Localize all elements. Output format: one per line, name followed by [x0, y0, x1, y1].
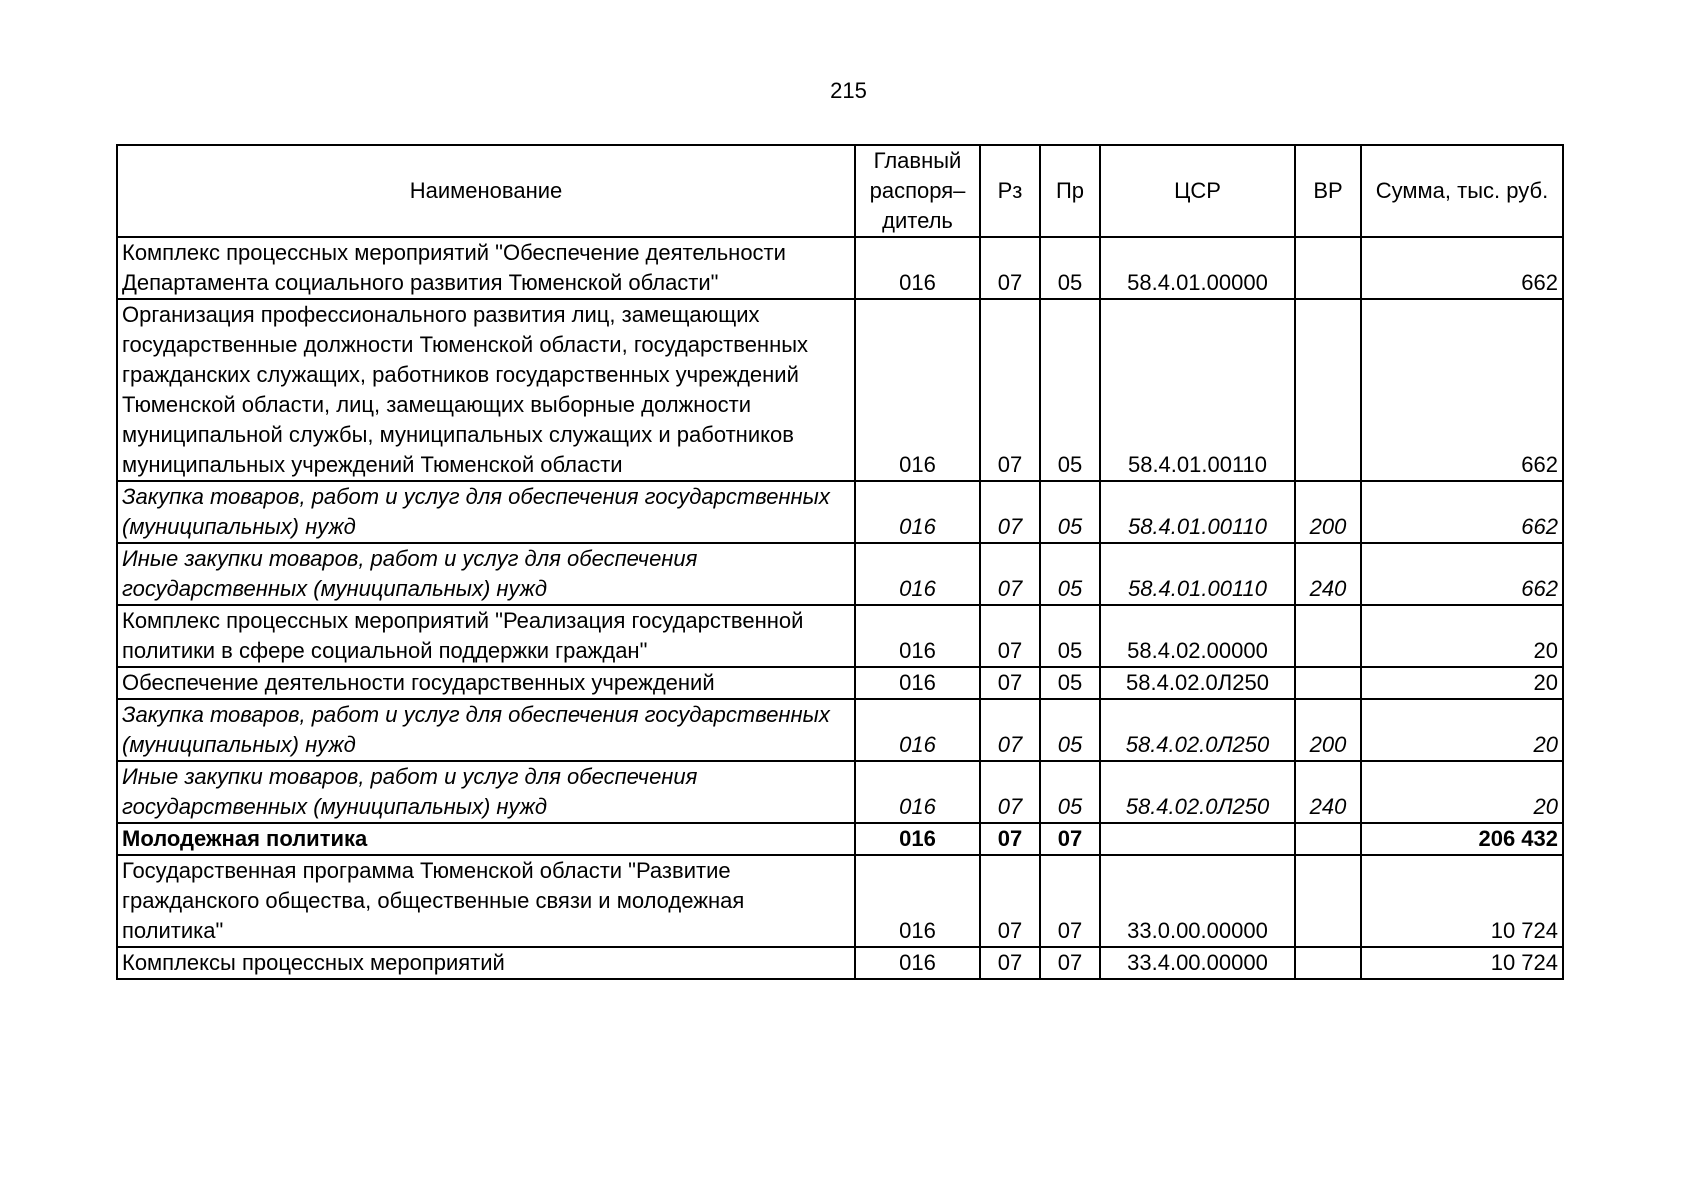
cell-csr: 58.4.01.00110	[1100, 543, 1295, 605]
cell-rz: 07	[980, 947, 1040, 979]
table-row	[117, 699, 1563, 761]
cell-csr	[1100, 823, 1295, 855]
budget-table	[116, 144, 1564, 980]
table-body	[117, 237, 1563, 979]
cell-csr: 58.4.02.0Л250	[1100, 761, 1295, 823]
cell-name: Иные закупки товаров, работ и услуг для обеспечения государственных (муниципальных) нужд	[117, 761, 855, 823]
cell-rz: 07	[980, 237, 1040, 299]
cell-name: Закупка товаров, работ и услуг для обеспечения государственных (муниципальных) нужд	[117, 699, 855, 761]
cell-name: Комплекс процессных мероприятий "Обеспечение деятельности Департамента социального развития Тюменской области"	[117, 237, 855, 299]
cell-rz: 07	[980, 299, 1040, 481]
cell-name: Организация профессионального развития лиц, замещающих государственные должности Тюменской области, государственных гражданских служащих, работников государственных учреждений Тюменской области, лиц, замещающих выборные должности муниципальной службы, муниципальных служащих и работников муниципальных учреждений Тюменской области	[117, 299, 855, 481]
cell-vr: 200	[1295, 481, 1361, 543]
header-pr: Пр	[1040, 145, 1100, 237]
cell-rz: 07	[980, 667, 1040, 699]
cell-csr: 58.4.01.00110	[1100, 299, 1295, 481]
cell-csr: 58.4.02.0Л250	[1100, 667, 1295, 699]
cell-manager: 016	[855, 237, 980, 299]
cell-manager: 016	[855, 667, 980, 699]
cell-vr	[1295, 823, 1361, 855]
cell-name: Обеспечение деятельности государственных учреждений	[117, 667, 855, 699]
cell-rz: 07	[980, 823, 1040, 855]
cell-name: Закупка товаров, работ и услуг для обеспечения государственных (муниципальных) нужд	[117, 481, 855, 543]
table-row	[117, 823, 1563, 855]
page-number: 215	[830, 78, 867, 103]
cell-name: Иные закупки товаров, работ и услуг для обеспечения государственных (муниципальных) нужд	[117, 543, 855, 605]
cell-csr: 33.0.00.00000	[1100, 855, 1295, 947]
cell-rz: 07	[980, 543, 1040, 605]
cell-pr: 05	[1040, 481, 1100, 543]
cell-pr: 07	[1040, 947, 1100, 979]
table-row	[117, 947, 1563, 979]
cell-pr: 05	[1040, 667, 1100, 699]
header-rz: Рз	[980, 145, 1040, 237]
cell-vr: 240	[1295, 543, 1361, 605]
cell-csr: 58.4.02.0Л250	[1100, 699, 1295, 761]
cell-manager: 016	[855, 699, 980, 761]
cell-vr	[1295, 855, 1361, 947]
table-row	[117, 761, 1563, 823]
cell-pr: 05	[1040, 543, 1100, 605]
cell-vr	[1295, 605, 1361, 667]
cell-sum: 20	[1361, 605, 1563, 667]
table-row	[117, 605, 1563, 667]
cell-pr: 07	[1040, 823, 1100, 855]
cell-csr: 58.4.01.00110	[1100, 481, 1295, 543]
cell-name: Молодежная политика	[117, 823, 855, 855]
cell-sum: 10 724	[1361, 855, 1563, 947]
cell-vr	[1295, 237, 1361, 299]
cell-pr: 05	[1040, 299, 1100, 481]
cell-sum: 662	[1361, 543, 1563, 605]
cell-pr: 05	[1040, 605, 1100, 667]
cell-rz: 07	[980, 855, 1040, 947]
cell-rz: 07	[980, 605, 1040, 667]
header-csr: ЦСР	[1100, 145, 1295, 237]
table-row	[117, 543, 1563, 605]
cell-manager: 016	[855, 947, 980, 979]
table-row	[117, 299, 1563, 481]
header-manager: Главный распоря– дитель	[855, 145, 980, 237]
cell-name: Государственная программа Тюменской области "Развитие гражданского общества, общественные связи и молодежная политика"	[117, 855, 855, 947]
cell-vr	[1295, 947, 1361, 979]
cell-vr	[1295, 667, 1361, 699]
cell-sum: 662	[1361, 481, 1563, 543]
cell-sum: 206 432	[1361, 823, 1563, 855]
cell-manager: 016	[855, 823, 980, 855]
table-header-row	[117, 145, 1563, 237]
cell-rz: 07	[980, 699, 1040, 761]
cell-csr: 58.4.01.00000	[1100, 237, 1295, 299]
cell-rz: 07	[980, 761, 1040, 823]
header-sum: Сумма, тыс. руб.	[1361, 145, 1563, 237]
cell-pr: 05	[1040, 237, 1100, 299]
cell-manager: 016	[855, 605, 980, 667]
header-vr: ВР	[1295, 145, 1361, 237]
cell-vr: 240	[1295, 761, 1361, 823]
cell-pr: 05	[1040, 699, 1100, 761]
cell-vr: 200	[1295, 699, 1361, 761]
cell-name: Комплексы процессных мероприятий	[117, 947, 855, 979]
table-row	[117, 855, 1563, 947]
cell-manager: 016	[855, 543, 980, 605]
cell-sum: 662	[1361, 299, 1563, 481]
table-row	[117, 237, 1563, 299]
cell-sum: 20	[1361, 667, 1563, 699]
cell-manager: 016	[855, 761, 980, 823]
cell-manager: 016	[855, 855, 980, 947]
table-row	[117, 481, 1563, 543]
cell-sum: 20	[1361, 699, 1563, 761]
table-row	[117, 667, 1563, 699]
cell-manager: 016	[855, 481, 980, 543]
cell-name: Комплекс процессных мероприятий "Реализация государственной политики в сфере социальной поддержки граждан"	[117, 605, 855, 667]
cell-csr: 58.4.02.00000	[1100, 605, 1295, 667]
cell-rz: 07	[980, 481, 1040, 543]
cell-vr	[1295, 299, 1361, 481]
cell-sum: 10 724	[1361, 947, 1563, 979]
cell-pr: 05	[1040, 761, 1100, 823]
header-name: Наименование	[117, 145, 855, 237]
cell-pr: 07	[1040, 855, 1100, 947]
cell-sum: 662	[1361, 237, 1563, 299]
cell-sum: 20	[1361, 761, 1563, 823]
cell-manager: 016	[855, 299, 980, 481]
cell-csr: 33.4.00.00000	[1100, 947, 1295, 979]
